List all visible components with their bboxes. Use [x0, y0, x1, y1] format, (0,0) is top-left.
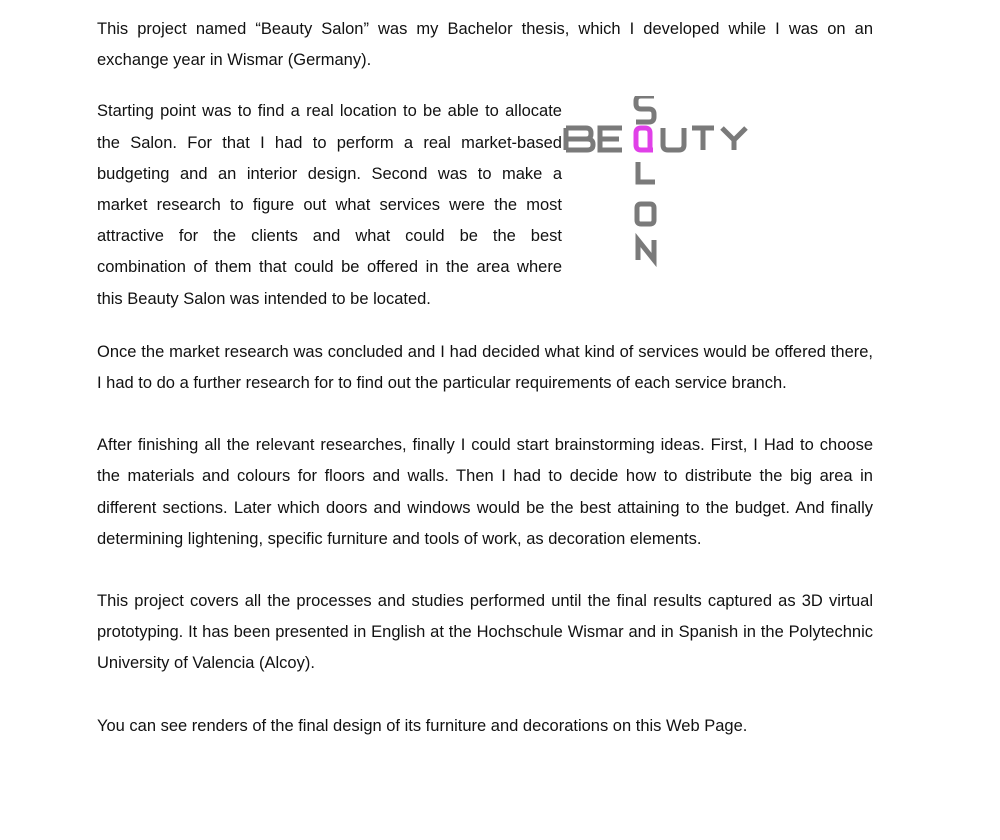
logo-letter-y [722, 128, 746, 150]
logo-letter-l [638, 162, 655, 182]
logo-letter-a-accent [636, 128, 653, 150]
intro-paragraph: This project named “Beauty Salon” was my Bachelor thesis, which I developed while I was on an exchange year in Wismar (Germany). [97, 20, 873, 70]
brainstorming-paragraph: After finishing all the relevant researches, finally I could start brainstorming ideas. First, I Had to choose the materials and colours for floors and walls. Then I had to decide how to distribute the big area in different sections. Later which doors and windows would be the best attaining to the budget. And finally determining lightening, specific furniture and tools of work, as decoration elements. [97, 436, 873, 548]
project-coverage-paragraph: This project covers all the processes and studies performed until the final results captured as 3D virtual prototyping. It has been presented in English at the Hochschule Wismar and in Spanish in the Polytechnic University of Valencia (Alcoy). [97, 592, 873, 673]
logo-letter-e [600, 128, 622, 150]
logo-letter-t [692, 128, 714, 150]
article-body [97, 14, 873, 742]
logo-letters [566, 96, 746, 260]
starting-point-paragraph: Starting point was to find a real location to be able to allocate the Salon. For that I had to perform a real market-based budgeting and an interior design. Second was to make a market research to figure out what services were the most attractive for the clients and what could be the best combination of them that could be offered in the area where this Beauty Salon was intended to be located. [97, 102, 562, 308]
logo-letter-b [566, 128, 593, 150]
logo-letter-n [638, 240, 654, 260]
beauty-salon-logo [562, 96, 862, 276]
logo-letter-u [663, 128, 684, 150]
logo-letter-s [636, 96, 654, 122]
renders-paragraph: You can see renders of the final design of its furniture and decorations on this Web Page. [97, 716, 748, 735]
intro-row [97, 96, 873, 314]
market-research-paragraph: Once the market research was concluded and I had decided what kind of services would be offered there, I had to do a further research for to find out the particular requirements of each service branch. [97, 342, 873, 393]
beauty-salon-logo-graphic [562, 96, 862, 276]
logo-letter-o [637, 204, 654, 224]
